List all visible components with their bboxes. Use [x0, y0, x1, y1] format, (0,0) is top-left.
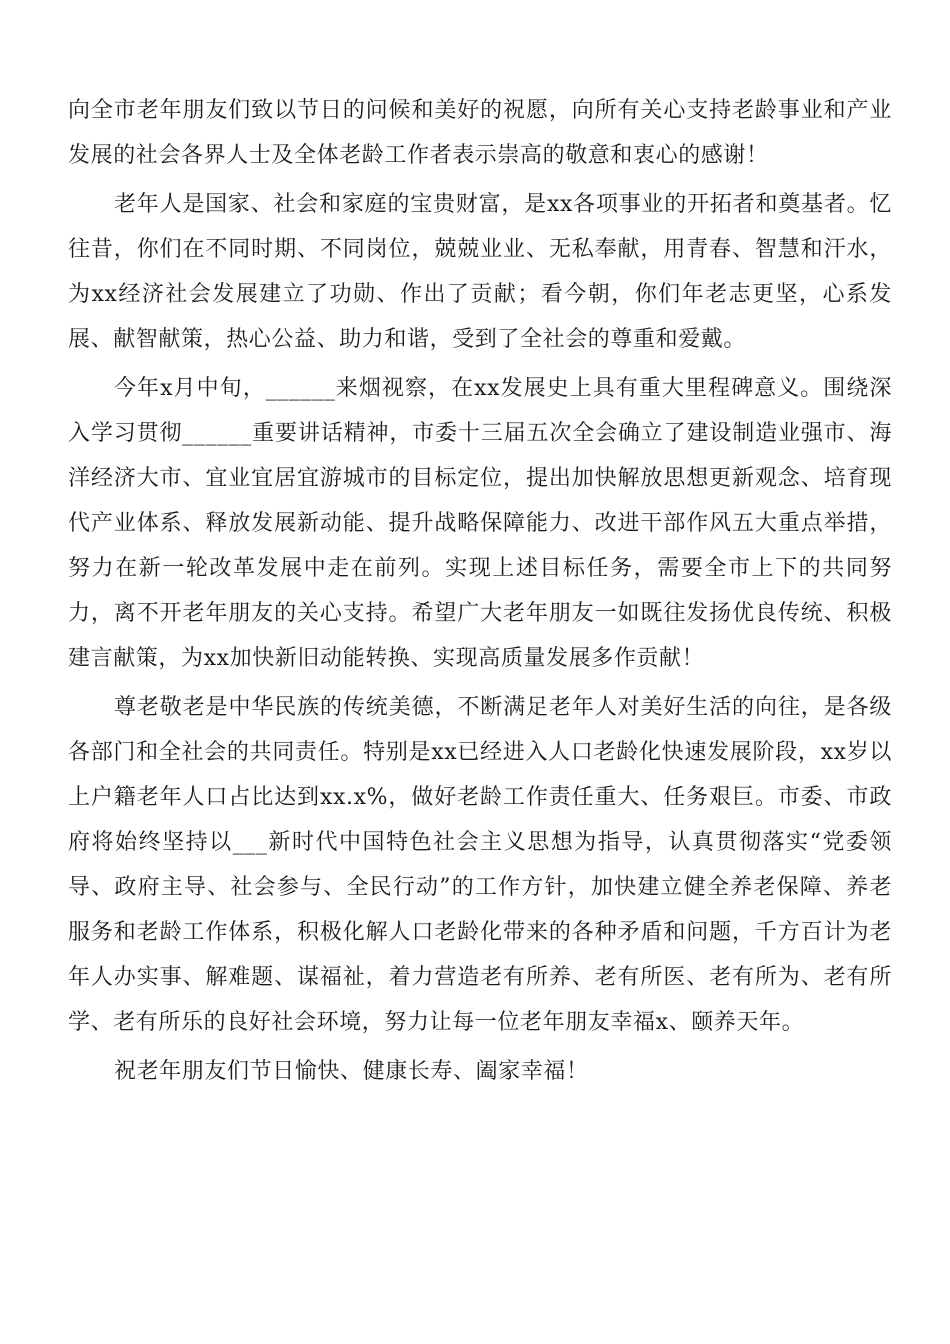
document-body	[68, 88, 892, 1094]
paragraph-greeting-continuation: 向全市老年朋友们致以节日的问候和美好的祝愿，向所有关心支持老龄事业和产业发展的社会各界人士及全体老龄工作者表示崇高的敬意和衷心的感谢！	[68, 98, 892, 168]
paragraph-elderly-care: 尊老敬老是中华民族的传统美德，不断满足老年人对美好生活的向往，是各级各部门和全社会的共同责任。特别是xx已经进入人口老龄化快速发展阶段，xx岁以上户籍老年人口占比达到xx.x%，做好老龄工作责任重大、任务艰巨。市委、市政府将始终坚持以___新时代中国特色社会主义思想为指导，认真贯彻落实“党委领导、政府主导、社会参与、全民行动”的工作方针，加快建立健全养老保障、养老服务和老龄工作体系，积极化解人口老龄化带来的各种矛盾和问题，千方百计为老年人办实事、解难题、谋福祉，着力营造老有所养、老有所医、老有所为、老有所学、老有所乐的良好社会环境，努力让每一位老年朋友幸福x、颐养天年。	[68, 695, 892, 1035]
paragraph-city-development: 今年x月中旬，______来烟视察，在xx发展史上具有重大里程碑意义。围绕深入学习贯彻______重要讲话精神，市委十三届五次全会确立了建设制造业强市、海洋经济大市、宜业宜居宜游城市的目标定位，提出加快解放思想更新观念、培育现代产业体系、释放发展新动能、提升战略保障能力、改进干部作风五大重点举措，努力在新一轮改革发展中走在前列。实现上述目标任务，需要全市上下的共同努力，离不开老年朋友的关心支持。希望广大老年朋友一如既往发扬优良传统、积极建言献策，为xx加快新旧动能转换、实现高质量发展多作贡献！	[68, 376, 892, 671]
paragraph-elders-contribution: 老年人是国家、社会和家庭的宝贵财富，是xx各项事业的开拓者和奠基者。忆往昔，你们在不同时期、不同岗位，兢兢业业、无私奉献，用青春、智慧和汗水，为xx经济社会发展建立了功勋、作出了贡献；看今朝，你们年老志更坚，心系发展、献智献策，热心公益、助力和谐，受到了全社会的尊重和爱戴。	[68, 192, 892, 352]
paragraph-closing-wish: 祝老年朋友们节日愉快、健康长寿、阖家幸福！	[114, 1059, 589, 1084]
